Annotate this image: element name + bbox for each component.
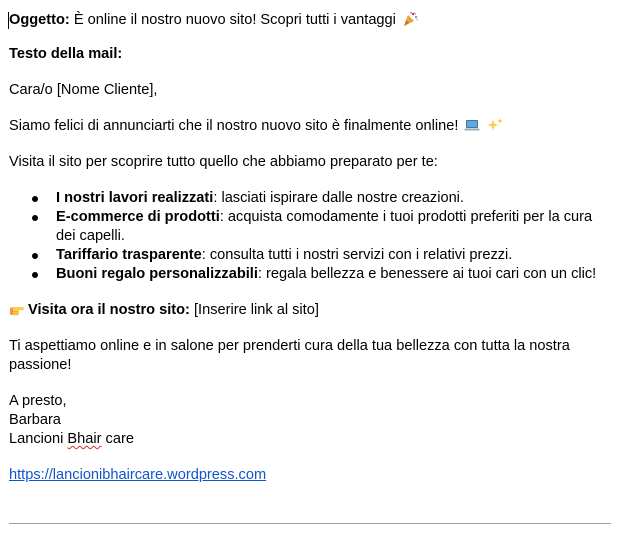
bullet-dot — [32, 253, 38, 259]
intro-line: Visita il sito per scoprire tutto quello che abbiamo preparato per te: — [9, 154, 438, 170]
bullet-dot — [32, 272, 38, 278]
cta-label: Visita ora il nostro sito: — [28, 302, 190, 318]
signoff: A presto, — [9, 393, 67, 409]
closing-paragraph-line-2: passione! — [9, 357, 72, 373]
announcement: Siamo felici di annunciarti che il nostro nuovo sito è finalmente online! — [9, 117, 611, 136]
pointing-hand-icon — [9, 301, 25, 317]
subject-text: È online il nostro nuovo sito! Scopri tutti i vantaggi — [69, 12, 396, 28]
sparkles-icon — [487, 117, 503, 133]
list-item: Tariffario trasparente: consulta tutti i nostri servizi con i relativi prezzi. — [9, 246, 611, 265]
horizontal-rule — [9, 523, 611, 524]
spellcheck-word[interactable]: Bhair — [67, 431, 102, 447]
signature-company: Lancioni Bhair care — [9, 431, 134, 447]
website-link[interactable]: https://lancionibhaircare.wordpress.com — [9, 467, 267, 483]
features-list — [9, 189, 611, 284]
closing-paragraph-line-1: Ti aspettiamo online e in salone per prenderti cura della tua bellezza con tutta la nostra — [9, 338, 570, 354]
bullet-dot — [32, 196, 38, 202]
body-heading: Testo della mail: — [9, 46, 123, 62]
cta-line — [9, 301, 611, 320]
bullet-dot — [32, 215, 38, 221]
list-item: I nostri lavori realizzati: lasciati ispirare dalle nostre creazioni. — [9, 189, 611, 208]
subject-line — [9, 11, 611, 30]
email-document[interactable] — [9, 11, 611, 485]
subject-label: Oggetto: — [9, 12, 70, 28]
list-item: E-commerce di prodotti: acquista comodamente i tuoi prodotti preferiti per la cura dei capelli. — [9, 208, 611, 246]
greeting: Cara/o [Nome Cliente], — [9, 82, 158, 98]
cta-placeholder: [Inserire link al sito] — [189, 302, 319, 318]
text-cursor — [8, 12, 9, 29]
list-item: Buoni regalo personalizzabili: regala bellezza e benessere ai tuoi cari con un clic! — [9, 265, 611, 284]
party-popper-icon — [402, 11, 418, 27]
website-link-line — [9, 466, 611, 485]
laptop-icon — [464, 117, 480, 133]
signature-name: Barbara — [9, 412, 61, 428]
